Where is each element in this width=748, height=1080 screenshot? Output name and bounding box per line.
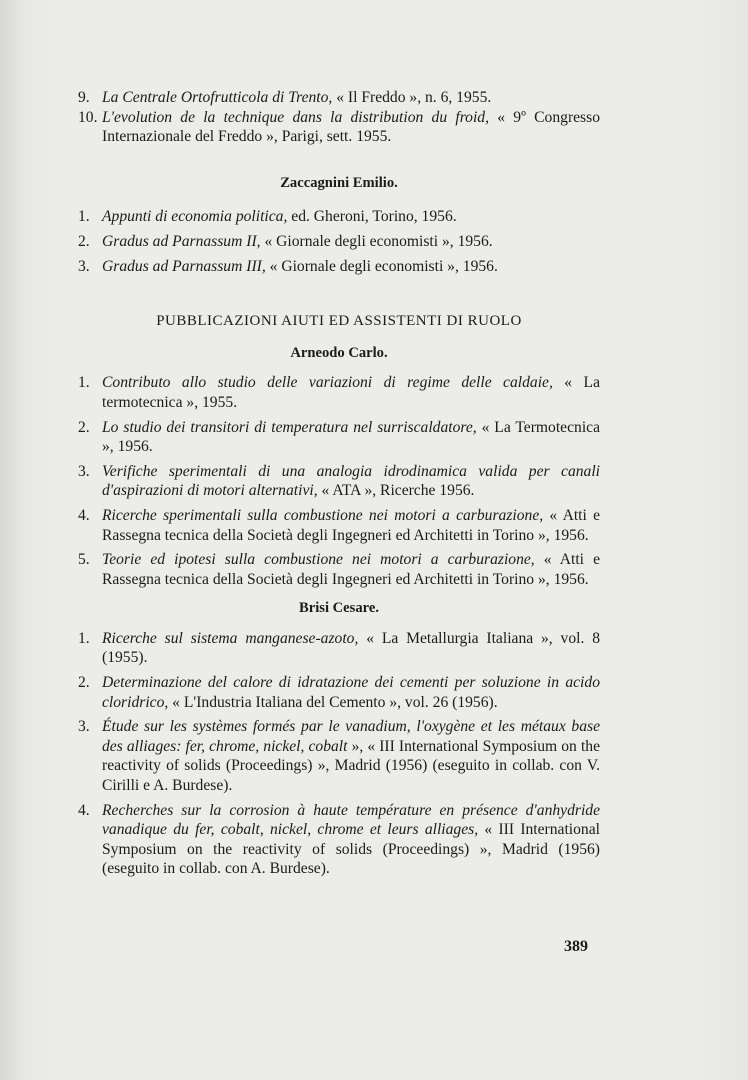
section-title: PUBBLICAZIONI AIUTI ED ASSISTENTI DI RUOLO [156, 313, 522, 330]
item-text [102, 207, 600, 227]
author-heading-brisi: Brisi Cesare. [299, 600, 379, 617]
item-number: 1. [78, 374, 90, 392]
item-title: La Centrale Ortofrutticola di Trento, [102, 89, 333, 106]
item-title: Ricerche sul sistema manganese-azoto, [102, 629, 359, 647]
author-heading-zaccagnini: Zaccagnini Emilio. [280, 174, 398, 191]
list-item [78, 232, 600, 252]
list-item [78, 801, 600, 879]
item-number: 3. [78, 718, 90, 736]
item-details: « La Termotecnica », 1956. [102, 418, 600, 456]
item-details: ed. Gheroni, Torino, 1956. [287, 208, 457, 226]
item-text [102, 232, 600, 252]
list-item [78, 462, 600, 501]
item-number: 4. [78, 506, 90, 524]
item-title: Appunti di economia politica, [102, 208, 288, 226]
item-text [102, 550, 600, 589]
item-title: Lo studio dei transitori di temperatura nel surriscaldatore, [102, 418, 477, 436]
list-item [78, 506, 600, 545]
item-number: 1. [78, 629, 90, 647]
item-title: Gradus ad Parnassum III, [102, 257, 266, 275]
item-details: « La Metallurgia Italiana », vol. 8 (1955). [102, 629, 600, 667]
item-title: Teorie ed ipotesi sulla combustione nei motori a carburazione, [102, 551, 535, 569]
list-item [78, 629, 600, 668]
item-details: « ATA », Ricerche 1956. [317, 482, 475, 500]
item-number: 1. [78, 208, 90, 226]
page-content [78, 88, 600, 879]
item-number: 2. [78, 674, 90, 692]
item-text [102, 418, 600, 457]
item-title: Gradus ad Parnassum II, [102, 232, 261, 250]
item-title: Étude sur les systèmes formés par le vanadium, l'oxygène et les métaux base des alliages: fer, chrome, nickel, cobalt [102, 718, 600, 755]
item-title: L'evolution de la technique dans la distribution du froid, [102, 108, 490, 126]
list-item [78, 418, 600, 457]
item-details: « Giornale degli economisti », 1956. [260, 232, 493, 250]
item-text [102, 673, 600, 712]
list-item [78, 673, 600, 712]
item-number: 5. [78, 551, 90, 569]
item-details: « Il Freddo », n. 6, 1955. [332, 89, 492, 106]
item-text [102, 629, 600, 668]
list-item [78, 108, 600, 147]
item-details: « Atti e Rassegna tecnica della Società degli Ingegneri ed Architetti in Torino », 1956. [102, 506, 601, 544]
item-number: 2. [78, 232, 90, 250]
item-details: », « III International Symposium on the reactivity of solids (Proceedings) », Madrid (1956) (eseguito in collab. con V. Cirilli e A. Burdese). [102, 737, 600, 795]
item-number: 10. [78, 108, 98, 126]
item-details: « Atti e Rassegna tecnica della Società degli Ingegneri ed Architetti in Torino », 1956. [102, 551, 600, 588]
list-item [78, 550, 600, 589]
list-item [78, 88, 600, 108]
item-number: 2. [78, 418, 90, 436]
item-details: « La termotecnica », 1955. [102, 374, 600, 411]
item-number: 4. [78, 801, 90, 819]
list-item [78, 717, 600, 795]
page-number: 389 [564, 938, 588, 955]
list-item [78, 373, 600, 412]
item-text [102, 108, 600, 147]
item-number: 3. [78, 257, 90, 275]
list-item [78, 207, 600, 227]
author-heading-arneodo: Arneodo Carlo. [290, 344, 388, 361]
item-text [102, 801, 600, 879]
item-details: « L'Industria Italiana del Cemento », vol. 26 (1956). [168, 693, 498, 711]
list-item [78, 257, 600, 277]
item-title: Contributo allo studio delle variazioni di regime delle caldaie, [102, 374, 553, 392]
item-title: Determinazione del calore di idratazione dei cementi per soluzione in acido cloridrico, [102, 674, 600, 711]
item-title: Verifiche sperimentali di una analogia idrodinamica valida per canali d'aspirazioni di motori alternativi, [102, 462, 600, 500]
item-text [102, 373, 600, 412]
item-details: « III International Symposium on the reactivity of solids (Proceedings) », Madrid (1956) (eseguito in collab. con A. Burdese). [102, 821, 600, 878]
item-text [102, 88, 600, 108]
item-text [102, 257, 600, 277]
item-title: Ricerche sperimentali sulla combustione nei motori a carburazione, [102, 506, 544, 524]
item-number: 9. [78, 89, 90, 106]
item-details: « Giornale degli economisti », 1956. [265, 257, 498, 275]
item-text [102, 462, 600, 501]
item-title: Recherches sur la corrosion à haute température en présence d'anhydride vanadique du fer, cobalt, nickel, chrome et leurs alliages, [102, 801, 600, 839]
item-details: « 9º Congresso Internazionale del Freddo », Parigi, sett. 1955. [102, 108, 600, 146]
item-number: 3. [78, 462, 90, 480]
item-text [102, 717, 600, 795]
item-text [102, 506, 600, 545]
